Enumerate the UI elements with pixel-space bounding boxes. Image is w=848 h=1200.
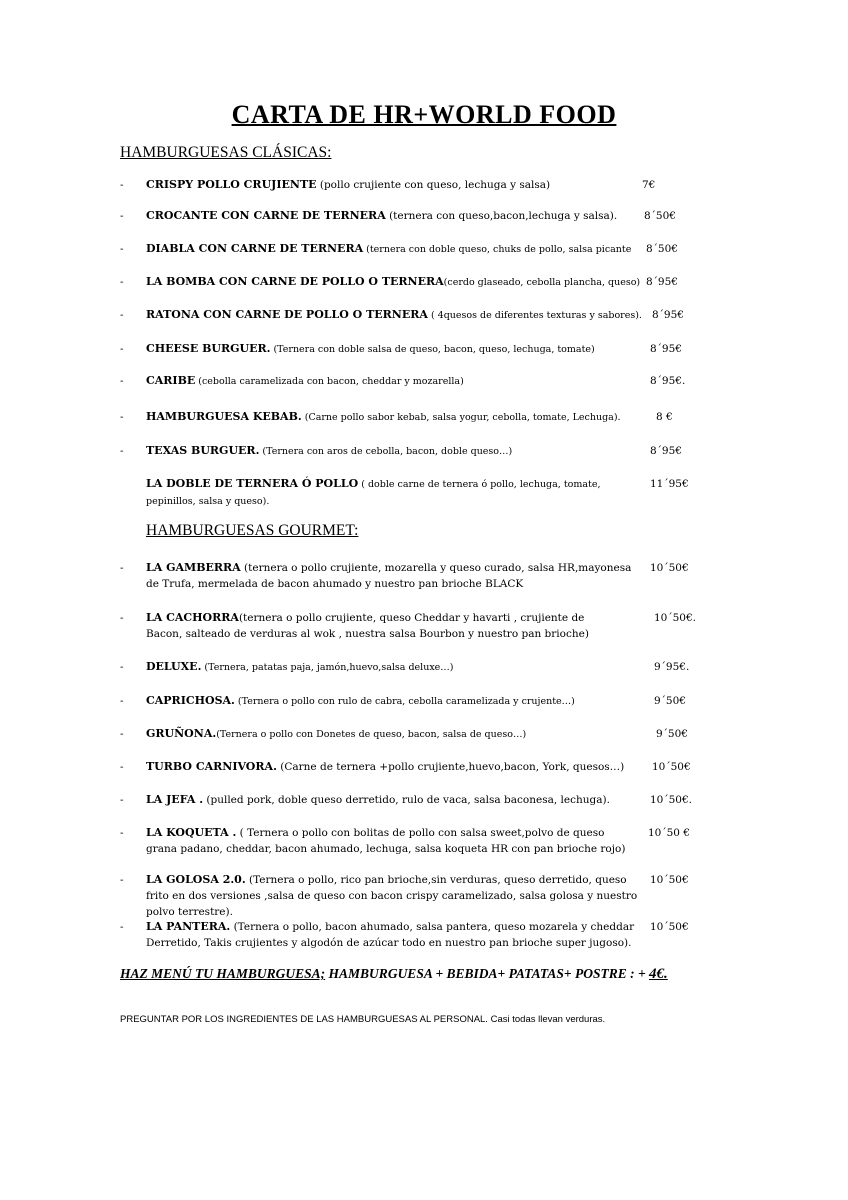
item-name: LA GAMBERRA <box>146 561 241 574</box>
item-name: LA JEFA . <box>146 793 204 806</box>
item-bullet: - <box>120 445 124 457</box>
item-price: 8´50€ <box>644 210 676 222</box>
item-price: 8´95€ <box>650 445 682 457</box>
item-description: (Carne de ternera +pollo crujiente,huevo,bacon, York, quesos…) <box>276 761 625 773</box>
item-name: LA CACHORRA <box>146 611 239 624</box>
item-name: DIABLA CON CARNE DE TERNERA <box>146 242 364 255</box>
item-price: 8´50€ <box>646 243 678 255</box>
item-bullet: - <box>120 874 124 886</box>
item-description: ( 4quesos de diferentes texturas y sabores). <box>427 310 642 321</box>
item-description: (Ternera, patatas paja, jamón,huevo,salsa deluxe…) <box>201 662 454 673</box>
item-bullet: - <box>120 921 124 933</box>
item-price: 8´95€ <box>652 309 684 321</box>
item-description: (Carne pollo sabor kebab, salsa yogur, cebolla, tomate, Lechuga). <box>301 412 621 423</box>
item-bullet: - <box>120 309 124 321</box>
menu-offer-price: 4€. <box>649 966 668 982</box>
item-description: (ternera o pollo crujiente, mozarella y queso curado, salsa HR,mayonesa de Trufa, mermelada de bacon ahumado y nuestro pan brioche BLACK <box>146 562 632 590</box>
item-description: (pulled pork, doble queso derretido, rulo de vaca, salsa baconesa, lechuga). <box>203 794 610 806</box>
item-price: 10´50€ <box>650 874 689 886</box>
item-price: 9´95€. <box>654 661 690 673</box>
item-name: LA DOBLE DE TERNERA Ó POLLO <box>146 477 359 490</box>
item-price: 8´95€ <box>650 343 682 355</box>
item-bullet: - <box>120 243 124 255</box>
item-description: (cebolla caramelizada con bacon, cheddar y mozarella) <box>195 376 464 387</box>
item-name: CAPRICHOSA. <box>146 694 235 707</box>
item-bullet: - <box>120 794 124 806</box>
item-price: 10´50€. <box>654 612 696 624</box>
section-heading-gourmet: HAMBURGUESAS GOURMET: <box>146 522 359 539</box>
item-description: (Ternera con doble salsa de queso, bacon, queso, lechuga, tomate) <box>270 344 595 355</box>
item-name: LA PANTERA. <box>146 920 231 933</box>
item-bullet: - <box>120 411 124 423</box>
item-description: (Ternera o pollo, rico pan brioche,sin verduras, queso derretido, queso frito en dos versiones ,salsa de queso con bacon crispy caramelizado, salsa golosa y nuestro polvo terrestre). <box>146 874 638 918</box>
item-description: (ternera o pollo crujiente, queso Cheddar y havarti , crujiente de Bacon, salteado de verduras al wok , nuestra salsa Bourbon y nuestro pan brioche) <box>146 612 589 640</box>
item-name: DELUXE. <box>146 660 202 673</box>
item-bullet: - <box>120 179 124 191</box>
item-price: 9´50€ <box>654 695 686 707</box>
item-name: HAMBURGUESA KEBAB. <box>146 410 302 423</box>
menu-offer-label: HAZ MENÚ TU HAMBURGUESA; <box>120 966 326 981</box>
item-description: (cerdo glaseado, cebolla plancha, queso) <box>443 277 641 288</box>
item-bullet: - <box>120 210 124 222</box>
item-name: GRUÑONA. <box>146 727 217 740</box>
item-price: 10´50€. <box>650 794 692 806</box>
item-price: 8´95€. <box>650 375 686 387</box>
item-name: CHEESE BURGUER. <box>146 342 271 355</box>
item-description: (ternera con doble queso, chuks de pollo, salsa picante <box>363 244 632 255</box>
page-title: CARTA DE HR+WORLD FOOD <box>231 100 617 129</box>
item-description: (Ternera o pollo con rulo de cabra, cebolla caramelizada y crujente…) <box>234 696 575 707</box>
item-description: (Ternera o pollo, bacon ahumado, salsa pantera, queso mozarela y cheddar Derretido, Takis crujientes y algodón de azúcar todo en nuestro pan brioche super jugoso). <box>146 921 635 949</box>
item-name: TEXAS BURGUER. <box>146 444 260 457</box>
item-price: 11´95€ <box>650 478 689 490</box>
item-bullet: - <box>120 375 124 387</box>
item-description: (ternera con queso,bacon,lechuga y salsa). <box>385 210 618 222</box>
item-price: 8´95€ <box>646 276 678 288</box>
item-bullet: - <box>120 661 124 673</box>
item-name: LA KOQUETA . <box>146 826 237 839</box>
item-price: 9´50€ <box>656 728 688 740</box>
item-name: RATONA CON CARNE DE POLLO O TERNERA <box>146 308 428 321</box>
item-name: LA GOLOSA 2.0. <box>146 873 246 886</box>
item-name: TURBO CARNIVORA. <box>146 760 277 773</box>
footer-note: PREGUNTAR POR LOS INGREDIENTES DE LAS HAMBURGUESAS AL PERSONAL. Casi todas llevan verduras. <box>120 1014 606 1025</box>
menu-offer-text: HAMBURGUESA + BEBIDA+ PATATAS+ POSTRE : + <box>325 966 650 981</box>
item-bullet: - <box>120 562 124 574</box>
item-description: (Ternera con aros de cebolla, bacon, doble queso…) <box>259 446 513 457</box>
item-price: 8 € <box>656 411 673 423</box>
item-bullet: - <box>120 728 124 740</box>
item-price: 10´50€ <box>650 562 689 574</box>
section-heading-clasicas: HAMBURGUESAS CLÁSICAS: <box>120 144 332 161</box>
item-bullet: - <box>120 827 124 839</box>
item-bullet: - <box>120 761 124 773</box>
item-name: CRISPY POLLO CRUJIENTE <box>146 178 317 191</box>
item-bullet: - <box>120 343 124 355</box>
item-bullet: - <box>120 276 124 288</box>
item-bullet: - <box>120 612 124 624</box>
item-description: ( doble carne de ternera ó pollo, lechuga, tomate, pepinillos, salsa y queso). <box>146 479 601 507</box>
item-description: (Ternera o pollo con Donetes de queso, bacon, salsa de queso…) <box>216 729 527 740</box>
item-name: CARIBE <box>146 374 196 387</box>
item-bullet: - <box>120 695 124 707</box>
menu-offer <box>120 966 668 983</box>
item-description: (pollo crujiente con queso, lechuga y salsa) <box>316 179 551 191</box>
item-name: LA BOMBA CON CARNE DE POLLO O TERNERA <box>146 275 444 288</box>
item-price: 10´50€ <box>652 761 691 773</box>
item-price: 7€ <box>642 179 656 191</box>
item-description: ( Ternera o pollo con bolitas de pollo con salsa sweet,polvo de queso grana padano, cheddar, bacon ahumado, lechuga, salsa koqueta HR con pan brioche rojo) <box>146 827 626 855</box>
item-price: 10´50 € <box>648 827 690 839</box>
item-name: CROCANTE CON CARNE DE TERNERA <box>146 209 386 222</box>
item-price: 10´50€ <box>650 921 689 933</box>
